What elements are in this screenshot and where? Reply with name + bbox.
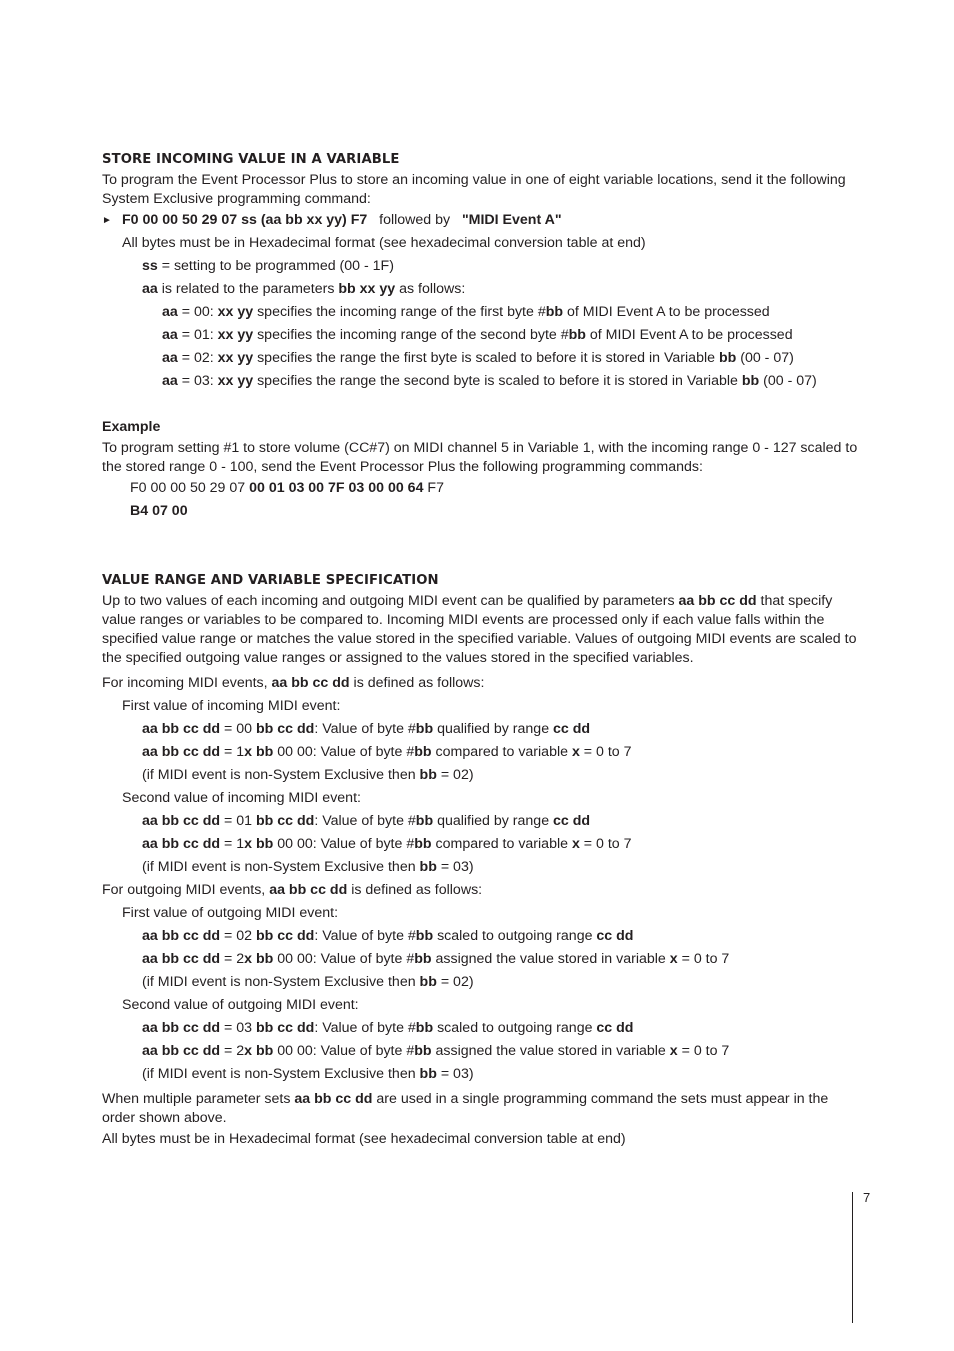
incoming-second-heading: Second value of incoming MIDI event: [122, 790, 361, 806]
command-event: "MIDI Event A" [461, 212, 562, 228]
param-row: aa bb cc dd = 2x bb 00 00: Value of byte #bb assigned the value stored in variable x = 0 to 7 [142, 1043, 730, 1059]
section1-intro: To program the Event Processor Plus to store an incoming value in one of eight variable locations, send it the following System Exclusive programming command: [102, 172, 846, 207]
command-code: F0 00 00 50 29 07 ss (aa bb xx yy) F7 [122, 212, 368, 228]
aa-item: aa = 02: xx yy specifies the range the first byte is scaled to before it is stored in Variable bb (00 - 07) [162, 350, 794, 366]
param-note: (if MIDI event is non-System Exclusive then bb = 03) [142, 1066, 474, 1082]
section-heading-value-range: VALUE RANGE AND VARIABLE SPECIFICATION [102, 573, 439, 588]
outgoing-second-heading: Second value of outgoing MIDI event: [122, 997, 359, 1013]
param-row: aa bb cc dd = 01 bb cc dd: Value of byte #bb qualified by range cc dd [142, 813, 591, 829]
aa-definition: aa is related to the parameters bb xx yy as follows: [142, 281, 466, 297]
command-line [102, 209, 862, 232]
outgoing-first-heading: First value of outgoing MIDI event: [122, 905, 339, 921]
command-followed-by: followed by [379, 212, 451, 228]
param-row: aa bb cc dd = 1x bb 00 00: Value of byte #bb compared to variable x = 0 to 7 [142, 836, 632, 852]
param-row: aa bb cc dd = 02 bb cc dd: Value of byte #bb scaled to outgoing range cc dd [142, 928, 634, 944]
incoming-first-heading: First value of incoming MIDI event: [122, 698, 341, 714]
aa-item: aa = 00: xx yy specifies the incoming range of the first byte #bb of MIDI Event A to be processed [162, 304, 770, 320]
param-row: aa bb cc dd = 2x bb 00 00: Value of byte #bb assigned the value stored in variable x = 0 to 7 [142, 951, 730, 967]
param-row: aa bb cc dd = 03 bb cc dd: Value of byte #bb scaled to outgoing range cc dd [142, 1020, 634, 1036]
ss-definition: ss = setting to be programmed (00 - 1F) [142, 258, 394, 274]
section-heading-store-variable: STORE INCOMING VALUE IN A VARIABLE [102, 152, 400, 167]
example-text: To program setting #1 to store volume (CC#7) on MIDI channel 5 in Variable 1, with the incoming range 0 - 127 scaled to the stored range 0 - 100, send the Event Processor Plus the following programming commands: [102, 440, 858, 475]
page-number: 7 [863, 1190, 871, 1205]
example-command-1: F0 00 00 50 29 07 00 01 03 00 7F 03 00 00 64 F7 [130, 480, 444, 496]
bullet-arrow-icon: ► [102, 215, 112, 226]
aa-item: aa = 03: xx yy specifies the range the second byte is scaled to before it is stored in Variable bb (00 - 07) [162, 373, 817, 389]
section2-intro: Up to two values of each incoming and outgoing MIDI event can be qualified by parameters aa bb cc dd that specify value ranges or variables to be compared to. Incoming MIDI events are processed only if each value falls within the specified value range or matches the value stored in the specified variable. Values of outgoing MIDI events are scaled to the specified outgoing value ranges or assigned to the values stored in the specified variables. [102, 593, 857, 666]
param-note: (if MIDI event is non-System Exclusive then bb = 02) [142, 974, 474, 990]
page-content [102, 148, 862, 1151]
hex-format-note-2: All bytes must be in Hexadecimal format (see hexadecimal conversion table at end) [102, 1131, 626, 1147]
hex-format-note: All bytes must be in Hexadecimal format (see hexadecimal conversion table at end) [122, 235, 646, 251]
aa-item: aa = 01: xx yy specifies the incoming range of the second byte #bb of MIDI Event A to be processed [162, 327, 793, 343]
example-command-2: B4 07 00 [130, 503, 188, 519]
param-row: aa bb cc dd = 00 bb cc dd: Value of byte #bb qualified by range cc dd [142, 721, 591, 737]
multiple-sets-note: When multiple parameter sets aa bb cc dd are used in a single programming command the sets must appear in the order shown above. [102, 1091, 829, 1126]
incoming-definition: For incoming MIDI events, aa bb cc dd is defined as follows: [102, 675, 485, 691]
param-row: aa bb cc dd = 1x bb 00 00: Value of byte #bb compared to variable x = 0 to 7 [142, 744, 632, 760]
example-heading: Example [102, 419, 161, 435]
outgoing-definition: For outgoing MIDI events, aa bb cc dd is defined as follows: [102, 882, 483, 898]
page-margin-rule [852, 1192, 853, 1323]
param-note: (if MIDI event is non-System Exclusive then bb = 02) [142, 767, 474, 783]
param-note: (if MIDI event is non-System Exclusive then bb = 03) [142, 859, 474, 875]
